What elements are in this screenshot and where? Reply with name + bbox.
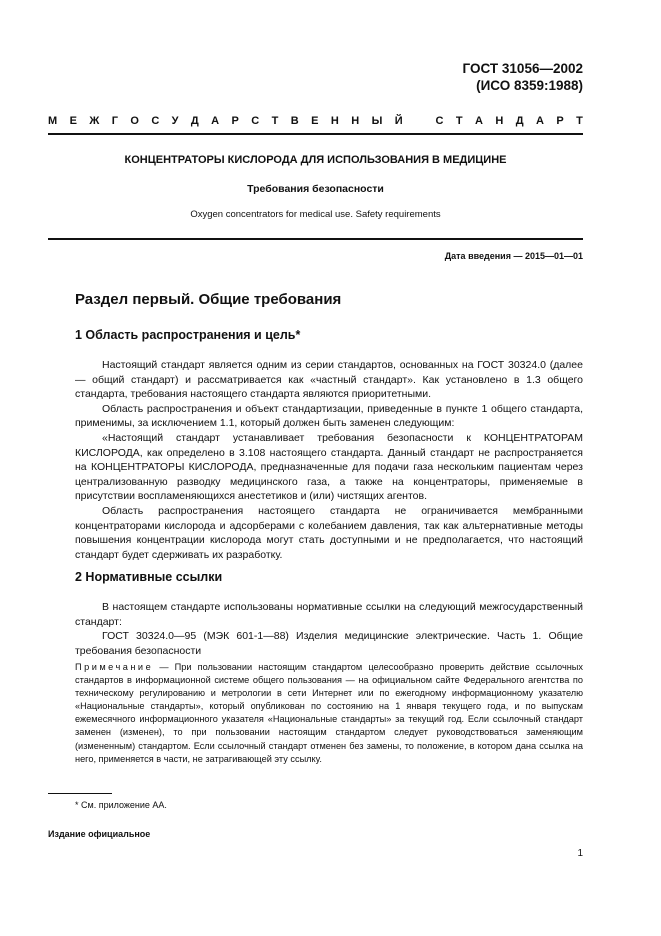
clause-1-body	[75, 358, 583, 562]
banner-letter: Р	[556, 115, 564, 127]
banner-letter: А	[475, 115, 483, 127]
banner-letter: Н	[330, 115, 339, 127]
note-text: — При пользовании настоящим стандартом целесообразно проверить действие ссылочных стандартов в информационной системе общего пользования — на официальном сайте Федерального агентства по техническому регулированию и метрологии в сети Интернет или по ежегодному информационному указателю «Национальные стандарты», который опубликован по состоянию на 1 января текущего года, и по выпускам ежемесячного информационного указателя «Национальные стандарты» за текущий год. Если ссылочный стандарт заменен (изменен), то при пользовании настоящим стандартом следует руководствоваться заменяющим (измененным) стандартом. Если ссылочный стандарт отменен без замены, то положение, в котором дана ссылка на него, применяется в части, не затрагивающей эту ссылку.	[75, 662, 583, 764]
banner-letter: В	[290, 115, 299, 127]
section-heading: Раздел первый. Общие требования	[75, 291, 342, 308]
banner-letter: Т	[455, 115, 463, 127]
note-label: Примечание	[75, 662, 154, 672]
banner-letter: Е	[69, 115, 77, 127]
note	[48, 661, 583, 766]
banner-letter: Р	[231, 115, 239, 127]
clause-2-heading: 2 Нормативные ссылки	[75, 570, 223, 584]
banner-letter: С	[251, 115, 260, 127]
clause-2-body	[75, 600, 583, 658]
footnote-rule	[48, 793, 112, 794]
banner-letter: Е	[311, 115, 319, 127]
banner-letter: Т	[271, 115, 279, 127]
banner-letter: Д	[190, 115, 199, 127]
paragraph: Область распространения и объект стандартизации, приведенные в пункте 1 общего стандарта, применимы, за исключением 1.1, который должен быть заменен следующим:	[75, 402, 583, 430]
clause-1-heading: 1 Область распространения и цель*	[75, 328, 301, 342]
normative-reference: ГОСТ 30324.0—95 (МЭК 601-1—88) Изделия медицинские электрические. Часть 1. Общие требования безопасности	[75, 630, 583, 657]
banner-letter: Й	[394, 115, 403, 127]
standard-designation	[463, 60, 583, 94]
footnote: * См. приложение АА.	[75, 800, 167, 810]
introduction-date: Дата введения — 2015—01—01	[444, 251, 583, 261]
banner-letter: А	[535, 115, 544, 127]
banner-letter: Н	[495, 115, 504, 127]
paragraph: В настоящем стандарте использованы нормативные ссылки на следующий межгосударственный стандарт:	[75, 601, 583, 628]
banner-letter: С	[435, 115, 444, 127]
document-title: КОНЦЕНТРАТОРЫ КИСЛОРОДА ДЛЯ ИСПОЛЬЗОВАНИЯ В МЕДИЦИНЕ	[124, 154, 507, 166]
iso-code: (ИСО 8359:1988)	[476, 78, 583, 93]
edition-label: Издание официальное	[48, 829, 151, 839]
standard-code: ГОСТ 31056—2002	[462, 61, 583, 76]
page-number: 1	[577, 848, 583, 859]
banner-letter: Ж	[89, 115, 100, 127]
banner-letter: У	[171, 115, 179, 127]
header-rule-bottom	[48, 238, 583, 240]
banner-letter: О	[130, 115, 139, 127]
banner-letter: Н	[351, 115, 360, 127]
paragraph: Область распространения настоящего стандарта не ограничивается мембранными концентраторами кислорода и адсорберами с колебанием давления, так как альтернативные методы повышения концентрации кислорода могут стать доступными и не предполагается, что настоящий стандарт будет сдерживать их разработку.	[75, 504, 583, 561]
header-rule-top	[48, 133, 583, 135]
banner-letter	[415, 115, 423, 127]
banner-letter: Т	[576, 115, 583, 127]
banner-letter: А	[211, 115, 220, 127]
banner-letter: Г	[111, 115, 118, 127]
banner-letter: С	[151, 115, 160, 127]
paragraph: «Настоящий стандарт устанавливает требования безопасности к КОНЦЕНТРАТОРАМ КИСЛОРОДА, как определено в 3.108 настоящего стандарта. Данный стандарт не распространяется на КОНЦЕНТРАТОРЫ КИСЛОРОДА, предназначенные для подачи газа нескольким пациентам через централизованную разводку медицинского газа, а также на концентраторы, применяемые в присутствии воспламеняющихся анестетиков и (или) чистящих агентов.	[75, 431, 583, 503]
paragraph: Настоящий стандарт является одним из серии стандартов, основанных на ГОСТ 30324.0 (далее — общий стандарт) и рассматривается как «частный стандарт». Как установлено в 1.3 общего стандарта, требования настоящего стандарта являются приоритетными.	[75, 359, 583, 401]
interstate-standard-banner	[48, 115, 583, 127]
document-subtitle: Требования безопасности	[247, 183, 384, 195]
banner-letter: М	[48, 115, 58, 127]
document-title-english: Oxygen concentrators for medical use. Safety requirements	[190, 209, 441, 220]
banner-letter: Д	[515, 115, 524, 127]
banner-letter: Ы	[371, 115, 383, 127]
